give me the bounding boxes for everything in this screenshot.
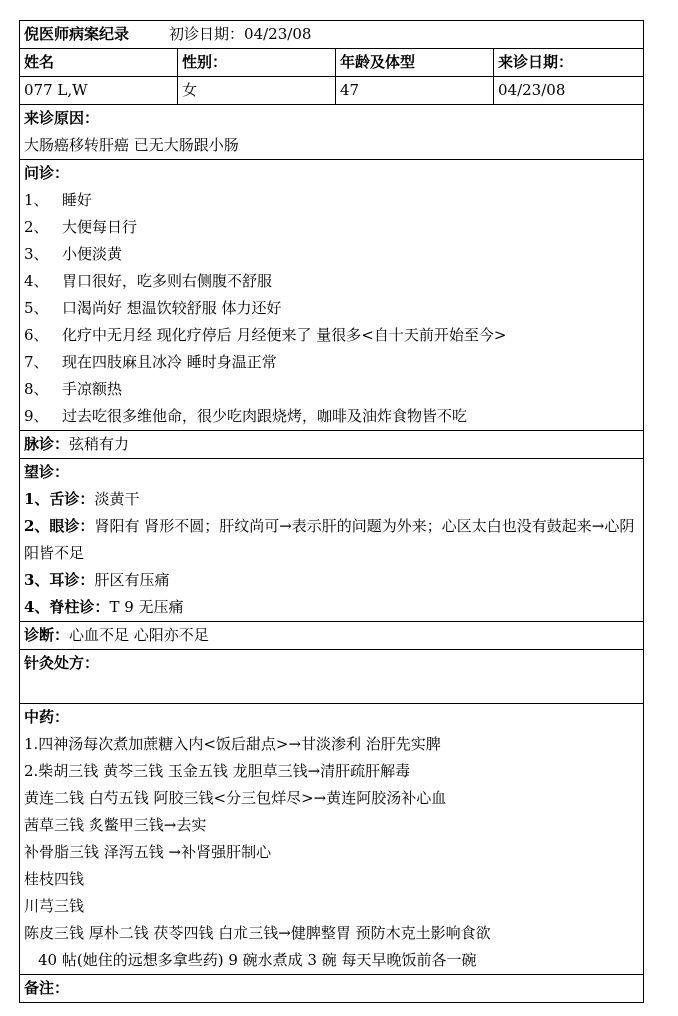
herbal-line: 川芎三钱 (24, 897, 85, 915)
inquiry-section (20, 160, 643, 431)
reason-label: 来诊原因： (24, 109, 100, 127)
herbal-line: 桂枝四钱 (24, 870, 85, 888)
patient-name: 077 L,W (20, 77, 178, 104)
herbal-line: 黄连二钱 白芍五钱 阿胶三钱<分三包烊尽>→黄连阿胶汤补心血 (24, 789, 447, 807)
inquiry-label: 问诊： (24, 164, 70, 182)
patient-age: 47 (336, 77, 494, 104)
record-title-row (20, 21, 643, 49)
info-header-row (20, 49, 643, 77)
ear-diagnosis: 3、耳诊：肝区有压痛 (24, 571, 170, 589)
record-title: 倪医师病案纪录 (24, 25, 130, 43)
first-visit-date: 04/23/08 (244, 25, 312, 43)
diagnosis-text: 心血不足 心阳亦不足 (69, 626, 209, 644)
inquiry-item: 2、 大便每日行 (24, 218, 138, 236)
visit-date-header: 来诊日期： (498, 53, 574, 71)
herbal-line: 1.四神汤每次煮加蔗糖入内<饭后甜点>→甘淡渗利 治肝先实脾 (24, 735, 441, 753)
acupuncture-section (20, 650, 643, 704)
info-value-row (20, 77, 643, 105)
herbal-line: 补骨脂三钱 泽泻五钱 →补肾强肝制心 (24, 843, 272, 861)
patient-gender: 女 (178, 77, 336, 104)
reason-text: 大肠癌移转肝癌 已无大肠跟小肠 (24, 136, 239, 154)
pulse-label: 脉诊： (24, 435, 70, 453)
inquiry-item: 7、 现在四肢麻且冰冷 睡时身温正常 (24, 353, 277, 371)
acupuncture-label: 针灸处方： (24, 654, 100, 672)
visit-date: 04/23/08 (498, 81, 566, 99)
inquiry-item: 9、 过去吃很多维他命，很少吃肉跟烧烤，咖啡及油炸食物皆不吃 (24, 407, 468, 425)
inspection-section (20, 459, 643, 622)
notes-label: 备注： (24, 979, 70, 997)
name-header: 姓名 (20, 49, 178, 76)
eye-diagnosis: 2、眼诊：肾阳有 肾形不圆；肝纹尚可→表示肝的问题为外来；心区太白也没有鼓起来→心阴阳皆不足 (24, 517, 635, 562)
inquiry-item: 8、 手凉额热 (24, 380, 123, 398)
inquiry-item: 5、 口渴尚好 想温饮较舒服 体力还好 (24, 299, 282, 317)
inquiry-item: 1、 睡好 (24, 191, 93, 209)
inquiry-item: 3、 小便淡黄 (24, 245, 123, 263)
notes-section (20, 975, 643, 1002)
diagnosis-label: 诊断： (24, 626, 70, 644)
inquiry-item: 6、 化疗中无月经 现化疗停后 月经便来了 量很多<自十天前开始至今> (24, 326, 507, 344)
herbal-line: 陈皮三钱 厚朴二钱 茯苓四钱 白朮三钱→健脾整胃 预防木克土影响食欲 (24, 924, 491, 942)
reason-section (20, 105, 643, 160)
diagnosis-section (20, 622, 643, 650)
gender-header: 性别： (178, 49, 336, 76)
first-visit-label: 初诊日期： (169, 25, 245, 43)
tongue-diagnosis: 1、舌诊：淡黄干 (24, 490, 140, 508)
spine-diagnosis: 4、脊柱诊：T 9 无压痛 (24, 598, 184, 616)
herbal-dosage: 40 帖(她住的远想多拿些药) 9 碗水煮成 3 碗 每天早晚饭前各一碗 (38, 951, 477, 969)
pulse-section (20, 431, 643, 459)
age-header: 年龄及体型 (336, 49, 494, 76)
case-record-sheet (19, 20, 644, 1003)
herbal-section (20, 704, 643, 975)
herbal-label: 中药： (24, 708, 70, 726)
inquiry-item: 4、 胃口很好，吃多则右侧腹不舒服 (24, 272, 273, 290)
herbal-line: 茜草三钱 炙鳖甲三钱→去实 (24, 816, 207, 834)
inspection-label: 望诊： (24, 463, 70, 481)
herbal-line: 2.柴胡三钱 黄芩三钱 玉金五钱 龙胆草三钱→清肝疏肝解毒 (24, 762, 411, 780)
pulse-text: 弦稍有力 (69, 435, 130, 453)
